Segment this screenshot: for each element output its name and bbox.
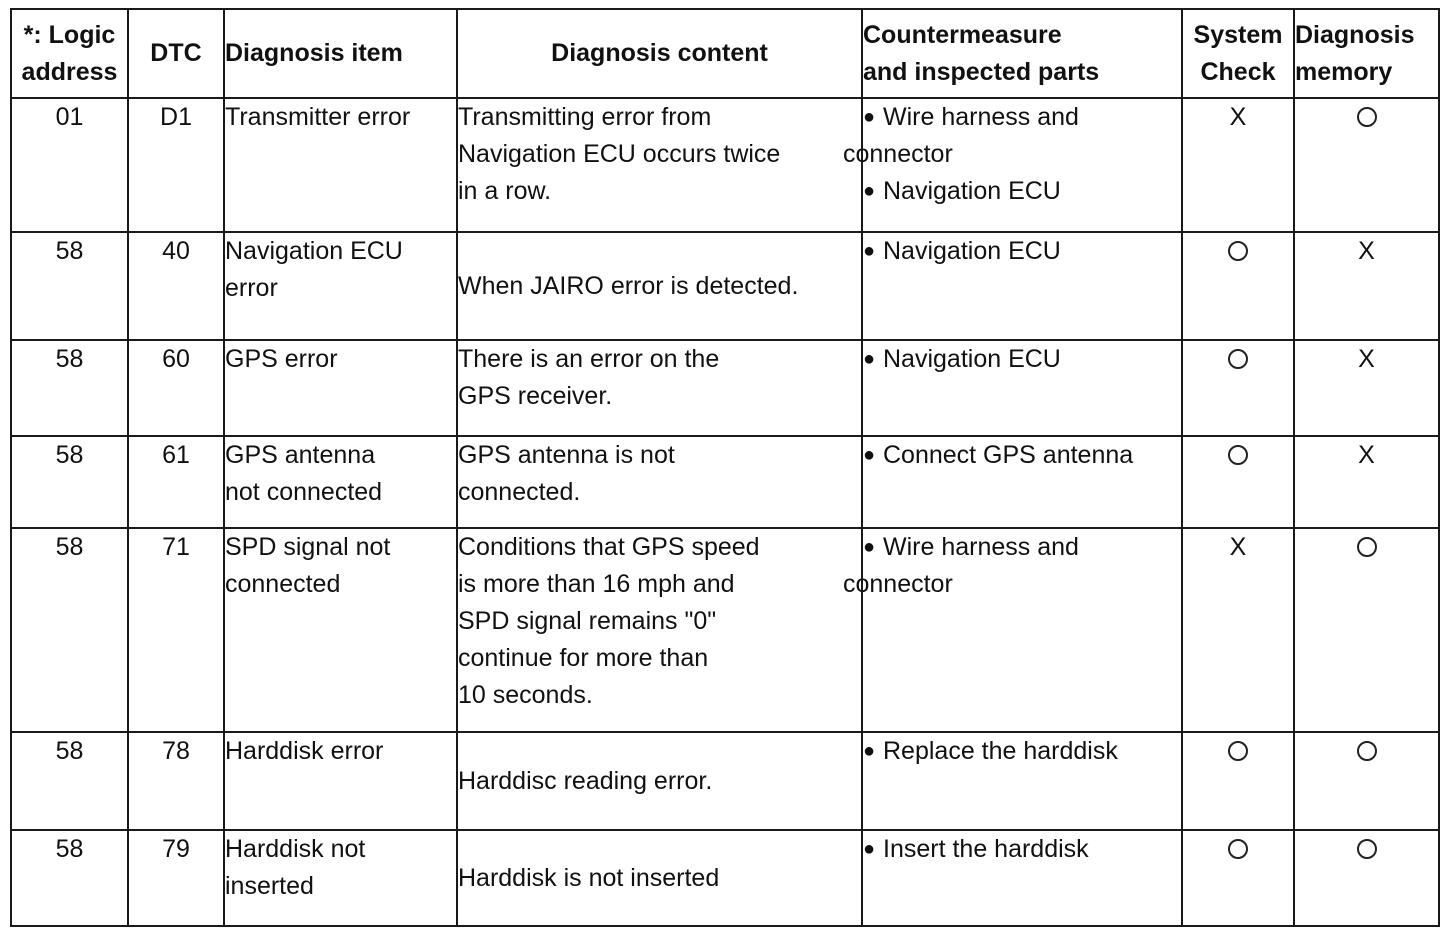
- diagnosis-content-line: in a row.: [458, 177, 552, 205]
- diagnosis-item-line: Transmitter error: [225, 103, 411, 131]
- logic-address-cell: 58: [11, 340, 128, 436]
- header-logic-address-line-2: address: [21, 57, 118, 86]
- diagnosis-content-cell: [457, 830, 862, 926]
- table-row: [11, 98, 1439, 232]
- dtc-code-cell: D1: [128, 98, 224, 232]
- countermeasure-cell: [862, 436, 1182, 528]
- diagnosis-content-line: Transmitting error from: [458, 103, 712, 131]
- bullet-icon: ●: [863, 240, 876, 262]
- diagnosis-content-cell: [457, 232, 862, 340]
- header-countermeasure-line-1: Countermeasure: [863, 20, 1062, 49]
- circle-mark-icon: [1228, 349, 1248, 369]
- circle-mark-icon: [1228, 241, 1248, 261]
- diagnosis-item-cell: [224, 340, 457, 436]
- header-logic-address-line-1: *: Logic: [23, 20, 116, 49]
- countermeasure-line: [863, 831, 1181, 868]
- countermeasure-text: connector: [843, 140, 953, 168]
- bullet-icon: ●: [863, 348, 876, 370]
- logic-address-cell: 58: [11, 732, 128, 830]
- dtc-table: [10, 8, 1440, 927]
- diagnosis-content-line: Navigation ECU occurs twice: [458, 140, 781, 168]
- logic-address-cell: 01: [11, 98, 128, 232]
- countermeasure-cell: [862, 732, 1182, 830]
- countermeasure-text: Wire harness and: [883, 533, 1079, 561]
- logic-address-cell: 58: [11, 830, 128, 926]
- countermeasure-text: Connect GPS antenna: [883, 441, 1134, 469]
- diagnosis-item-cell: [224, 830, 457, 926]
- diagnosis-content-line: GPS antenna is not: [458, 441, 675, 469]
- diagnosis-memory-cell: [1294, 98, 1439, 232]
- header-dtc: DTC: [128, 9, 224, 98]
- dtc-code-cell: 40: [128, 232, 224, 340]
- system-check-cell: [1182, 340, 1294, 436]
- diagnosis-item-cell: [224, 98, 457, 232]
- dtc-code-cell: 78: [128, 732, 224, 830]
- diagnosis-content-line: is more than 16 mph and: [458, 570, 735, 598]
- diagnosis-content-cell: [457, 436, 862, 528]
- table-row: [11, 340, 1439, 436]
- diagnosis-content-cell: [457, 732, 862, 830]
- diagnosis-content-line: 10 seconds.: [458, 681, 593, 709]
- countermeasure-line: [863, 733, 1181, 770]
- system-check-cell: [1182, 732, 1294, 830]
- bullet-icon: ●: [863, 180, 876, 202]
- circle-mark-icon: [1228, 445, 1248, 465]
- header-diagnosis-memory-line-2: memory: [1295, 57, 1393, 86]
- diagnosis-content-line: Harddisc reading error.: [458, 766, 713, 795]
- countermeasure-text: Navigation ECU: [883, 177, 1061, 205]
- logic-address-cell: 58: [11, 436, 128, 528]
- diagnosis-item-line: GPS antenna: [225, 441, 376, 469]
- diagnosis-item-line: connected: [225, 570, 341, 598]
- countermeasure-cell: [862, 340, 1182, 436]
- circle-mark-icon: [1228, 741, 1248, 761]
- diagnosis-item-line: error: [225, 274, 278, 302]
- countermeasure-cell: [843, 528, 1182, 732]
- diagnosis-item-line: Harddisk error: [225, 737, 384, 765]
- header-diagnosis-content: Diagnosis content: [457, 9, 862, 98]
- header-countermeasure: [862, 9, 1182, 98]
- countermeasure-cell: [843, 98, 1182, 232]
- diagnosis-item-line: inserted: [225, 872, 314, 900]
- x-mark: X: [1358, 237, 1375, 265]
- countermeasure-line: [863, 341, 1181, 378]
- countermeasure-line: [863, 99, 1181, 136]
- bullet-icon: ●: [863, 536, 876, 558]
- system-check-cell: [1182, 436, 1294, 528]
- system-check-cell: [1182, 830, 1294, 926]
- dtc-code-cell: 79: [128, 830, 224, 926]
- circle-mark-icon: [1357, 741, 1377, 761]
- diagnosis-memory-cell: [1294, 436, 1439, 528]
- countermeasure-text: Navigation ECU: [883, 345, 1061, 373]
- dtc-code-cell: 61: [128, 436, 224, 528]
- diagnosis-item-line: Navigation ECU: [225, 237, 403, 265]
- diagnosis-content-line: Conditions that GPS speed: [458, 533, 760, 561]
- countermeasure-line: [863, 529, 1181, 566]
- countermeasure-text: Insert the harddisk: [883, 835, 1089, 863]
- countermeasure-cell: [862, 830, 1182, 926]
- countermeasure-line: [843, 566, 1181, 603]
- table-row: [11, 232, 1439, 340]
- circle-mark-icon: [1357, 537, 1377, 557]
- logic-address-cell: 58: [11, 528, 128, 732]
- countermeasure-cell: [862, 232, 1182, 340]
- circle-mark-icon: [1228, 839, 1248, 859]
- bullet-icon: ●: [863, 838, 876, 860]
- countermeasure-line: [863, 437, 1181, 474]
- diagnosis-memory-cell: [1294, 732, 1439, 830]
- countermeasure-text: Wire harness and: [883, 103, 1079, 131]
- diagnosis-content-line: GPS receiver.: [458, 382, 613, 410]
- bullet-icon: ●: [863, 444, 876, 466]
- x-mark: X: [1358, 441, 1375, 469]
- diagnosis-item-cell: [224, 232, 457, 340]
- dtc-code-cell: 71: [128, 528, 224, 732]
- diagnosis-memory-cell: [1294, 528, 1439, 732]
- circle-mark-icon: [1357, 107, 1377, 127]
- system-check-cell: [1182, 528, 1294, 732]
- diagnosis-memory-cell: [1294, 232, 1439, 340]
- x-mark: X: [1229, 103, 1247, 131]
- diagnosis-item-cell: [224, 528, 457, 732]
- header-system-check: [1182, 9, 1294, 98]
- header-system-check-line-2: Check: [1200, 57, 1276, 86]
- diagnosis-content-cell: [457, 98, 862, 232]
- diagnosis-memory-cell: [1294, 340, 1439, 436]
- diagnosis-item-line: not connected: [225, 478, 383, 506]
- countermeasure-line: [863, 173, 1181, 210]
- diagnosis-item-cell: [224, 436, 457, 528]
- system-check-cell: [1182, 232, 1294, 340]
- diagnosis-memory-cell: [1294, 830, 1439, 926]
- table-row: [11, 732, 1439, 830]
- dtc-code-cell: 60: [128, 340, 224, 436]
- x-mark: X: [1358, 345, 1375, 373]
- countermeasure-line: [843, 136, 1181, 173]
- diagnosis-item-line: GPS error: [225, 345, 338, 373]
- logic-address-cell: 58: [11, 232, 128, 340]
- header-row: [11, 9, 1439, 98]
- dtc-table-body: [11, 98, 1439, 926]
- system-check-cell: [1182, 98, 1294, 232]
- table-row: [11, 528, 1439, 732]
- bullet-icon: ●: [863, 106, 876, 128]
- countermeasure-text: Navigation ECU: [883, 237, 1061, 265]
- diagnosis-content-cell: [457, 528, 862, 732]
- header-diagnosis-memory: [1294, 9, 1439, 98]
- diagnosis-item-line: Harddisk not: [225, 835, 366, 863]
- header-countermeasure-line-2: and inspected parts: [863, 57, 1100, 86]
- bullet-icon: ●: [863, 740, 876, 762]
- countermeasure-text: Replace the harddisk: [883, 737, 1118, 765]
- countermeasure-line: [863, 233, 1181, 270]
- header-diagnosis-item: Diagnosis item: [224, 9, 457, 98]
- header-system-check-line-1: System: [1193, 20, 1283, 49]
- countermeasure-text: connector: [843, 570, 953, 598]
- diagnosis-content-line: When JAIRO error is detected.: [458, 271, 799, 300]
- table-row: [11, 830, 1439, 926]
- header-diagnosis-memory-line-1: Diagnosis: [1295, 20, 1415, 49]
- diagnosis-content-line: Harddisk is not inserted: [458, 863, 720, 892]
- diagnosis-content-line: There is an error on the: [458, 345, 720, 373]
- circle-mark-icon: [1357, 839, 1377, 859]
- table-row: [11, 436, 1439, 528]
- diagnosis-item-cell: [224, 732, 457, 830]
- x-mark: X: [1229, 533, 1247, 561]
- header-logic-address: [11, 9, 128, 98]
- diagnosis-content-line: connected.: [458, 478, 581, 506]
- diagnosis-item-line: SPD signal not: [225, 533, 391, 561]
- diagnosis-content-line: SPD signal remains "0": [458, 607, 717, 635]
- diagnosis-content-line: continue for more than: [458, 644, 709, 672]
- diagnosis-content-cell: [457, 340, 862, 436]
